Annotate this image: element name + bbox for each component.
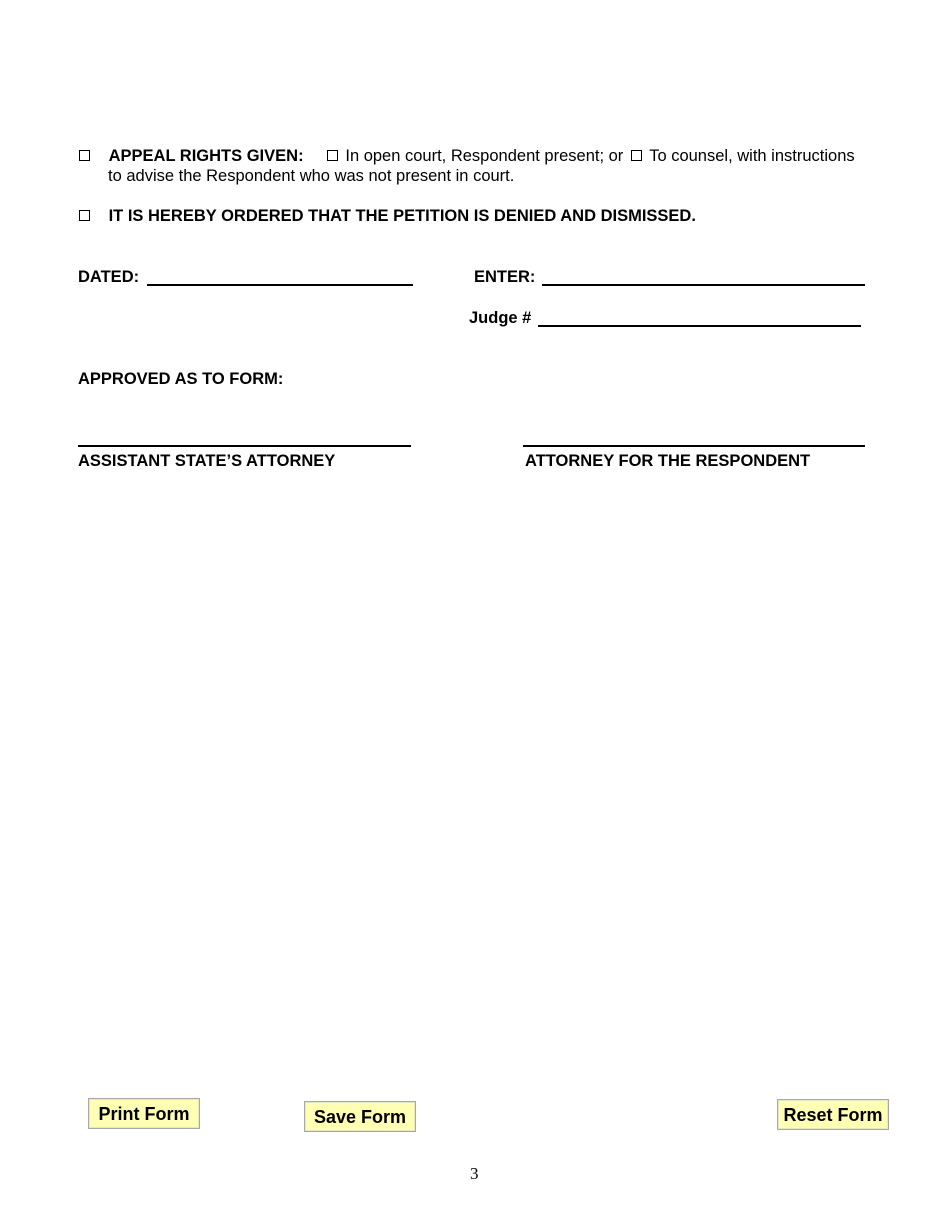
appeal-rights-row	[79, 146, 855, 166]
dated-label: DATED:	[78, 268, 140, 286]
appeal-rights-checkbox[interactable]	[79, 150, 90, 161]
order-denied-text: IT IS HEREBY ORDERED THAT THE PETITION IS DENIED AND DISMISSED.	[108, 207, 696, 225]
dated-signature-line[interactable]	[147, 284, 413, 286]
open-court-option-label: In open court, Respondent present; or	[345, 147, 624, 165]
order-row	[79, 206, 696, 226]
judge-number-line[interactable]	[538, 325, 861, 327]
to-counsel-checkbox[interactable]	[631, 150, 642, 161]
save-form-button[interactable]: Save Form	[304, 1101, 416, 1132]
enter-label: ENTER:	[474, 268, 536, 286]
respondent-attorney-label: ATTORNEY FOR THE RESPONDENT	[525, 452, 811, 470]
appeal-rights-title: APPEAL RIGHTS GIVEN:	[108, 147, 304, 165]
order-denied-checkbox[interactable]	[79, 210, 90, 221]
enter-signature-line[interactable]	[542, 284, 865, 286]
to-counsel-option-label: To counsel, with instructions	[649, 147, 855, 165]
reset-form-button[interactable]: Reset Form	[777, 1099, 889, 1130]
respondent-attorney-signature-line[interactable]	[523, 445, 865, 447]
approved-as-to-form-label: APPROVED AS TO FORM:	[78, 370, 284, 388]
asa-label: ASSISTANT STATE’S ATTORNEY	[78, 452, 336, 470]
asa-signature-line[interactable]	[78, 445, 411, 447]
open-court-checkbox[interactable]	[327, 150, 338, 161]
to-counsel-option-continuation: to advise the Respondent who was not present in court.	[108, 167, 515, 185]
print-form-button[interactable]: Print Form	[88, 1098, 200, 1129]
judge-number-label: Judge #	[469, 309, 532, 327]
page-number: 3	[470, 1164, 479, 1183]
